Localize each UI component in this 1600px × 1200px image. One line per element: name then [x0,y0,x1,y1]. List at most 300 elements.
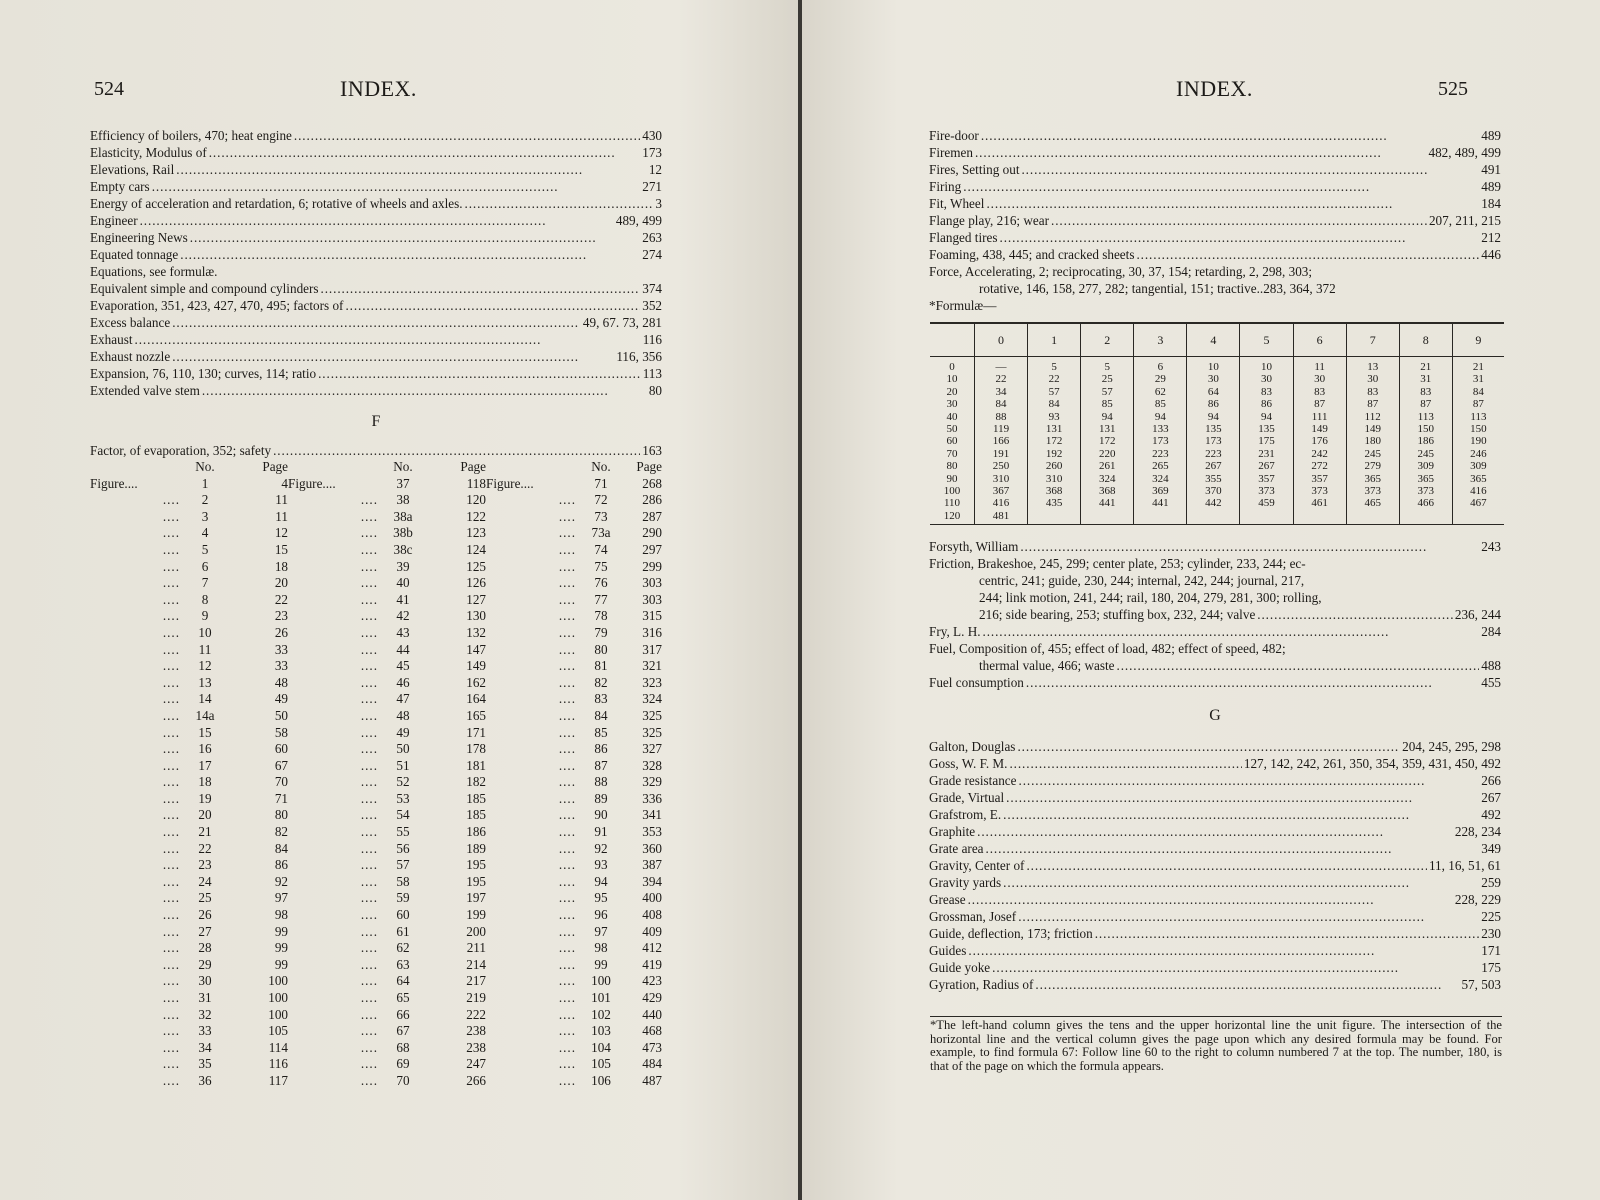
formula-page-cell: 10 [1187,357,1240,374]
formula-page-cell: 21 [1399,357,1452,374]
unit-column-header: 7 [1346,323,1399,357]
index-entry [90,365,662,382]
index-entry: 216; side bearing, 253; stuffing box, 232, 244; valve . . . 236, 244 [929,606,1501,623]
figure-number: 45 [396,658,410,674]
figure-number: 89 [594,790,608,806]
entry-pages: 489, 499 [615,213,662,228]
figure-page: 329 [642,774,662,790]
figure-number: 86 [594,741,608,757]
leader-dots: .... [162,973,180,989]
formula-page-cell: 373 [1293,485,1346,497]
leader-dots: .... [360,956,378,972]
formula-row [930,497,1504,509]
leader-dots: .... [558,990,576,1005]
entry-pages: 116 [642,332,662,347]
figure-row [90,1007,662,1024]
figure-table [90,459,662,1090]
formula-row [930,386,1504,398]
figure-number: 87 [594,757,608,773]
leader-dots: .... [162,1056,180,1072]
formula-row [930,460,1504,472]
figure-number: 93 [594,857,608,873]
formula-page-cell: 93 [1028,411,1081,423]
leader-dots: .... [558,890,576,906]
figure-page: 84 [274,840,288,856]
figure-page: 97 [274,890,288,906]
leader-dots [1018,908,1479,925]
figure-page: 299 [642,558,662,574]
formula-page-cell: 88 [975,411,1028,423]
figure-page: 268 [642,475,662,491]
formula-page-cell: 5 [1081,357,1134,374]
figure-page: 324 [642,691,662,707]
figure-number: 12 [198,658,212,674]
formula-page-cell: 265 [1134,460,1187,472]
figure-number: 3 [201,508,209,524]
entry-pages: 80 [648,383,662,398]
figure-row [90,1056,662,1073]
leader-dots: .... [558,790,576,806]
figure-number: 52 [396,774,410,790]
leader-dots: .... [162,873,180,889]
leader-dots: .... [360,541,378,557]
figure-row [90,807,662,824]
figure-page: 315 [642,608,662,624]
figure-row [90,1073,662,1090]
figure-number: 2 [201,492,209,508]
entry-pages: 489 [1481,128,1501,143]
figure-number: 25 [198,890,212,906]
formula-page-cell: 441 [1081,497,1134,509]
formula-page-cell: 172 [1028,435,1081,447]
leader-dots [318,365,641,382]
leader-dots: .... [558,1006,576,1022]
formula-page-cell: 87 [1399,398,1452,410]
leader-dots: .... [558,1023,576,1039]
figure-page: 116 [268,1056,288,1072]
entry-text: Equations, see formulæ. [90,264,218,279]
leader-dots: .... [558,508,576,524]
figure-number: 28 [198,940,212,956]
figure-number: 11 [198,641,212,657]
formula-page-cell: 192 [1028,448,1081,460]
formula-page-cell: 175 [1240,435,1293,447]
unit-column-header: 3 [1134,323,1187,357]
figure-page: 130 [466,608,486,624]
leader-dots: .... [360,774,378,790]
figure-page: 60 [274,741,288,757]
figure-page: 181 [466,757,486,773]
leader-dots: .... [558,1039,576,1055]
leader-dots [963,178,1479,195]
leader-dots: .... [162,1006,180,1022]
entry-pages: 204, 245, 295, 298 [1402,739,1501,754]
figure-page: 99 [274,956,288,972]
index-entry [929,925,1501,942]
figure-number: 76 [594,575,608,591]
no-header: No. [393,459,413,474]
entry-pages: 175 [1481,960,1501,975]
leader-dots: .... [360,907,378,923]
leader-dots: .... [360,940,378,956]
formula-page-cell: 113 [1452,411,1504,423]
formula-page-cell: 365 [1452,473,1504,485]
leader-dots: .... [162,674,180,690]
index-entry [90,348,662,365]
leader-dots [135,331,641,348]
figure-number: 72 [594,492,608,508]
figure-number: 103 [591,1023,611,1039]
leader-dots [968,891,1453,908]
leader-dots: .... [558,1056,576,1072]
leader-dots [345,297,640,314]
formula-page-cell [1028,510,1081,525]
figure-page: 286 [642,492,662,508]
index-entries-e [90,127,662,1090]
index-entry [90,382,662,399]
leader-dots: .... [162,591,180,607]
entry-pages: 263 [642,230,662,245]
leader-dots: .... [360,658,378,674]
figure-page: 132 [466,624,486,640]
formula-page-cell: 190 [1452,435,1504,447]
formula-page-cell: 442 [1187,497,1240,509]
leader-dots: .... [558,558,576,574]
figure-number: 96 [594,907,608,923]
index-entry [929,127,1501,144]
formula-row [930,357,1504,374]
entry-text: Gravity, Center of [929,858,1025,873]
figure-number: 73 [594,508,608,524]
figure-number: 7 [201,575,209,591]
formula-page-cell: 310 [975,473,1028,485]
figure-page: 100 [268,990,288,1005]
figure-page: 211 [466,940,486,956]
entry-text: Foaming, 438, 445; and cracked sheets [929,247,1135,262]
leader-dots: .... [162,907,180,923]
formula-page-cell: 355 [1187,473,1240,485]
formula-page-cell: 83 [1293,386,1346,398]
index-entry [90,161,662,178]
leader-dots: .... [162,857,180,873]
entry-pages: 57, 503 [1461,977,1501,992]
formula-page-cell: 11 [1293,357,1346,374]
leader-dots: .... [360,807,378,823]
figure-number: 105 [591,1056,611,1072]
formula-page-cell: 310 [1028,473,1081,485]
figure-page: 67 [274,757,288,773]
figure-table-body [90,476,662,1090]
figure-row [90,990,662,1007]
leader-dots [1035,976,1459,993]
figure-page: 321 [642,658,662,674]
leader-dots: .... [360,691,378,707]
entry-pages: 266 [1481,773,1501,788]
figure-number: 36 [198,1072,212,1088]
figure-page: 33 [274,658,288,674]
figure-row [90,741,662,758]
formula-page-cell: 131 [1028,423,1081,435]
figure-page: 290 [642,525,662,541]
entry-text: Graphite [929,824,976,839]
figure-page: 127 [466,591,486,607]
leader-dots: .... [360,1023,378,1039]
figure-number: 6 [201,558,209,574]
figure-page: 82 [274,824,288,840]
figure-page: 92 [274,873,288,889]
figure-number: 20 [198,807,212,823]
formula-page-cell: 57 [1081,386,1134,398]
figure-row [90,791,662,808]
formula-page-cell: 29 [1134,373,1187,385]
entry-pages: 492 [1481,807,1501,822]
formula-page-cell: 357 [1293,473,1346,485]
page-header: Page [636,459,662,474]
figure-page: 122 [466,508,486,524]
figure-row [90,1040,662,1057]
figure-page: 50 [274,707,288,723]
formula-page-cell: 83 [1399,386,1452,398]
index-entry [90,195,662,212]
index-entry [90,212,662,229]
leader-dots [1095,925,1480,942]
figure-page: 99 [274,940,288,956]
figure-page: 316 [642,624,662,640]
entry-pages: 212 [1481,230,1501,245]
figure-page: 440 [642,1006,662,1022]
formula-page-cell [1399,510,1452,525]
formula-page-cell: 133 [1134,423,1187,435]
formula-page-cell [1346,510,1399,525]
entry-pages: 225 [1481,909,1501,924]
figure-number: 8 [201,591,209,607]
formula-page-cell: 369 [1134,485,1187,497]
formula-page-cell: 31 [1452,373,1504,385]
figure-page: 12 [274,525,288,541]
figure-row [90,559,662,576]
formula-page-cell: 172 [1081,435,1134,447]
formula-page-cell: 31 [1399,373,1452,385]
entry-list [929,738,1501,993]
leader-dots: .... [162,774,180,790]
formula-page-cell: 309 [1452,460,1504,472]
formula-page-cell: 459 [1240,497,1293,509]
leader-dots: .... [360,591,378,607]
leader-dots: .... [558,956,576,972]
formula-page-cell: 309 [1399,460,1452,472]
figure-number: 91 [594,824,608,840]
figure-row [90,675,662,692]
figure-number: 26 [198,907,212,923]
entry-pages: 12 [648,162,662,177]
formula-page-cell: 5 [1028,357,1081,374]
formula-page-cell: 373 [1240,485,1293,497]
leader-dots: .... [360,790,378,806]
figure-row [90,1023,662,1040]
entry-text: Grease [929,892,966,907]
formula-page-cell: 373 [1346,485,1399,497]
formula-page-cell: 112 [1346,411,1399,423]
entry-pages: 482, 489, 499 [1428,145,1501,160]
figure-number: 102 [591,1006,611,1022]
entry-text: Fit, Wheel [929,196,985,211]
entry-text: Engineer [90,213,138,228]
running-header: INDEX. [1176,76,1253,101]
figure-number: 35 [198,1056,212,1072]
formula-page-cell: 220 [1081,448,1134,460]
figure-number: 78 [594,608,608,624]
entry-pages: 228, 229 [1454,892,1501,907]
leader-dots [140,212,614,229]
leader-dots: .... [360,857,378,873]
entry-text: Evaporation, 351, 423, 427, 470, 495; factors of [90,298,344,313]
force-entry: Force, Accelerating, 2; reciprocating, 30, 37, 154; retarding, 2, 298, 303; [929,264,1313,279]
figure-page: 58 [274,724,288,740]
formula-page-cell: 34 [975,386,1028,398]
leader-dots [1136,246,1479,263]
formula-row [930,448,1504,460]
formula-page-cell: 191 [975,448,1028,460]
figure-number: 14 [198,691,212,707]
figure-row [90,907,662,924]
figure-row [90,890,662,907]
formula-page-cell: 94 [1081,411,1134,423]
entry-text: Extended valve stem [90,383,200,398]
figure-number: 16 [198,741,212,757]
leader-dots: .... [162,525,180,541]
unit-column-header: 6 [1293,323,1346,357]
index-entry [90,263,662,280]
figure-row [90,841,662,858]
figure-row [90,774,662,791]
formula-page-cell: 176 [1293,435,1346,447]
friction-line: Friction, Brakeshoe, 245, 299; center plate, 253; cylinder, 233, 244; ec- [929,556,1306,571]
leader-dots: .... [162,790,180,806]
figure-page: 238 [466,1023,486,1039]
formula-page-cell: 461 [1293,497,1346,509]
index-entry: Fry, L. H. . . . 284 [929,623,1501,640]
leader-dots [180,246,640,263]
entry-pages: 113 [642,366,662,381]
unit-column-header: 9 [1452,323,1504,357]
page-header: Page [460,459,486,474]
figure-page: 303 [642,575,662,591]
figure-number: 58 [396,873,410,889]
figure-number: 67 [396,1023,410,1039]
formula-page-cell: 367 [975,485,1028,497]
formula-page-cell: 180 [1346,435,1399,447]
figure-number: 40 [396,575,410,591]
formula-page-cell: 131 [1081,423,1134,435]
leader-dots: .... [558,757,576,773]
leader-dots: .... [360,973,378,989]
formula-page-cell: 10 [1240,357,1293,374]
leader-dots [190,229,640,246]
leader-dots: .... [558,940,576,956]
formula-page-cell: 13 [1346,357,1399,374]
formula-page-cell: 21 [1452,357,1504,374]
figure-page: 487 [642,1072,662,1088]
formula-page-cell: 62 [1134,386,1187,398]
figure-page: 117 [268,1072,288,1088]
figure-row [90,824,662,841]
entry-text: Guides [929,943,967,958]
formula-page-cell: 261 [1081,460,1134,472]
entry-pages: 184 [1481,196,1501,211]
figure-page: 247 [466,1056,486,1072]
leader-dots: .... [162,724,180,740]
figure-number: 51 [396,757,410,773]
entry-text: Gravity yards [929,875,1002,890]
unit-column-header: 1 [1028,323,1081,357]
formula-page-cell: 135 [1240,423,1293,435]
figure-label: Figure.... [486,475,534,491]
figure-page: 484 [642,1056,662,1072]
figure-number: 71 [594,475,608,491]
tens-cell: 70 [946,447,958,460]
leader-dots [975,144,1427,161]
entry-pages: 116, 356 [616,349,662,364]
figure-page: 48 [274,674,288,690]
figure-number: 100 [591,973,611,989]
figure-number: 1 [201,475,209,491]
entry-pages: 349 [1481,841,1501,856]
index-entry: Forsyth, William . . . 243 [929,538,1501,555]
entry-text: Firemen [929,145,973,160]
leader-dots: .... [162,492,180,508]
figure-page: 408 [642,907,662,923]
figure-number: 80 [594,641,608,657]
leader-dots: .... [360,1039,378,1055]
leader-dots [986,195,1479,212]
leader-dots: .... [360,492,378,508]
tens-cell: 110 [943,497,961,510]
figure-page: 214 [466,956,486,972]
leader-dots: .... [558,591,576,607]
leader-dots: .... [558,492,576,508]
figure-number: 61 [396,923,410,939]
leader-dots: .... [558,973,576,989]
figure-number: 101 [591,990,611,1005]
formula-page-cell: 267 [1240,460,1293,472]
leader-dots: .... [360,624,378,640]
unit-column-header: 0 [975,323,1028,357]
figure-table-header [90,459,662,476]
figure-number: 46 [396,674,410,690]
figure-number: 90 [594,807,608,823]
formula-row [930,435,1504,447]
figure-label: Figure.... [90,475,138,491]
entry-pages: 374 [642,281,662,296]
formula-row [930,398,1504,410]
leader-dots: .... [162,707,180,723]
figure-page: 360 [642,840,662,856]
formula-page-cell [1134,510,1187,525]
formula-row [930,473,1504,485]
figure-number: 65 [396,990,410,1005]
formula-page-cell [1452,510,1504,525]
leader-dots: .... [360,641,378,657]
index-entry [929,857,1501,874]
entry-text: Engineering News [90,230,188,245]
figure-page: 11 [275,492,288,508]
entry-text: Exhaust [90,332,133,347]
entry-text: Fire-door [929,128,979,143]
figure-number: 56 [396,840,410,856]
formula-page-cell: 30 [1293,373,1346,385]
page-header: Page [262,459,288,474]
tens-cell: 0 [949,361,955,373]
